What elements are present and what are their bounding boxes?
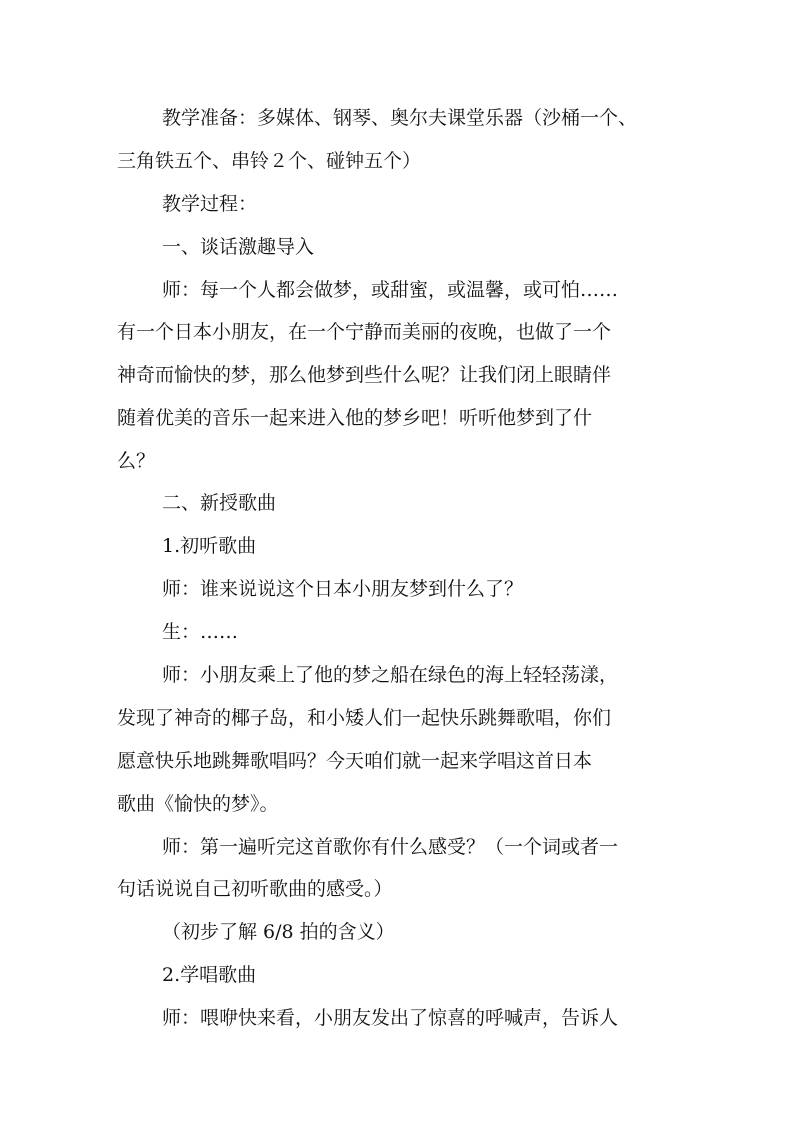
paragraph-line-teacher-3-cont-1: 发现了神奇的椰子岛，和小矮人们一起快乐跳舞歌唱，你们	[117, 707, 612, 729]
section-heading-new-song: 二、新授歌曲	[162, 492, 277, 514]
paragraph-line-student: 生：……	[162, 621, 239, 643]
section-heading-intro: 一、谈话激趣导入	[162, 236, 315, 258]
paragraph-line-teacher-4: 师：第一遍听完这首歌你有什么感受？（一个词或者一	[162, 836, 619, 858]
subsection-heading-first-listen: 1.初听歌曲	[162, 535, 257, 557]
subsection-heading-learn-song: 2.学唱歌曲	[162, 964, 257, 986]
paragraph-line-teacher-3-cont-2: 愿意快乐地跳舞歌唱吗？今天咱们就一起来学唱这首日本	[117, 750, 593, 772]
paragraph-line-preparation: 教学准备：多媒体、钢琴、奥尔夫课堂乐器（沙桶一个、	[162, 107, 638, 129]
paragraph-line-teacher-1: 师：每一个人都会做梦，或甜蜜，或温馨，或可怕……	[162, 279, 619, 301]
paragraph-line-teacher-4-cont: 句话说说自己初听歌曲的感受。）	[117, 878, 393, 900]
paragraph-line-teacher-3: 师：小朋友乘上了他的梦之船在绿色的海上轻轻荡漾，	[162, 664, 619, 686]
section-heading-process: 教学过程：	[162, 193, 258, 215]
paragraph-line-teacher-1-cont-1: 有一个日本小朋友，在一个宁静而美丽的夜晚，也做了一个	[117, 321, 612, 343]
paragraph-line-note: （初步了解 6/8 拍的含义）	[162, 921, 395, 943]
paragraph-line-teacher-1-cont-4: 么？	[117, 450, 156, 472]
paragraph-line-teacher-3-cont-3: 歌曲《愉快的梦》。	[117, 793, 279, 815]
paragraph-line-teacher-1-cont-3: 随着优美的音乐一起来进入他的梦乡吧！听听他梦到了什	[117, 407, 593, 429]
paragraph-line-teacher-1-cont-2: 神奇而愉快的梦，那么他梦到些什么呢？让我们闭上眼睛伴	[117, 364, 612, 386]
paragraph-line-preparation-cont: 三角铁五个、串铃２个、碰钟五个）	[117, 150, 422, 172]
paragraph-line-teacher-2: 师：谁来说说这个日本小朋友梦到什么了？	[162, 578, 524, 600]
paragraph-line-teacher-5: 师：喂咿快来看，小朋友发出了惊喜的呼喊声，告诉人	[162, 1007, 619, 1029]
